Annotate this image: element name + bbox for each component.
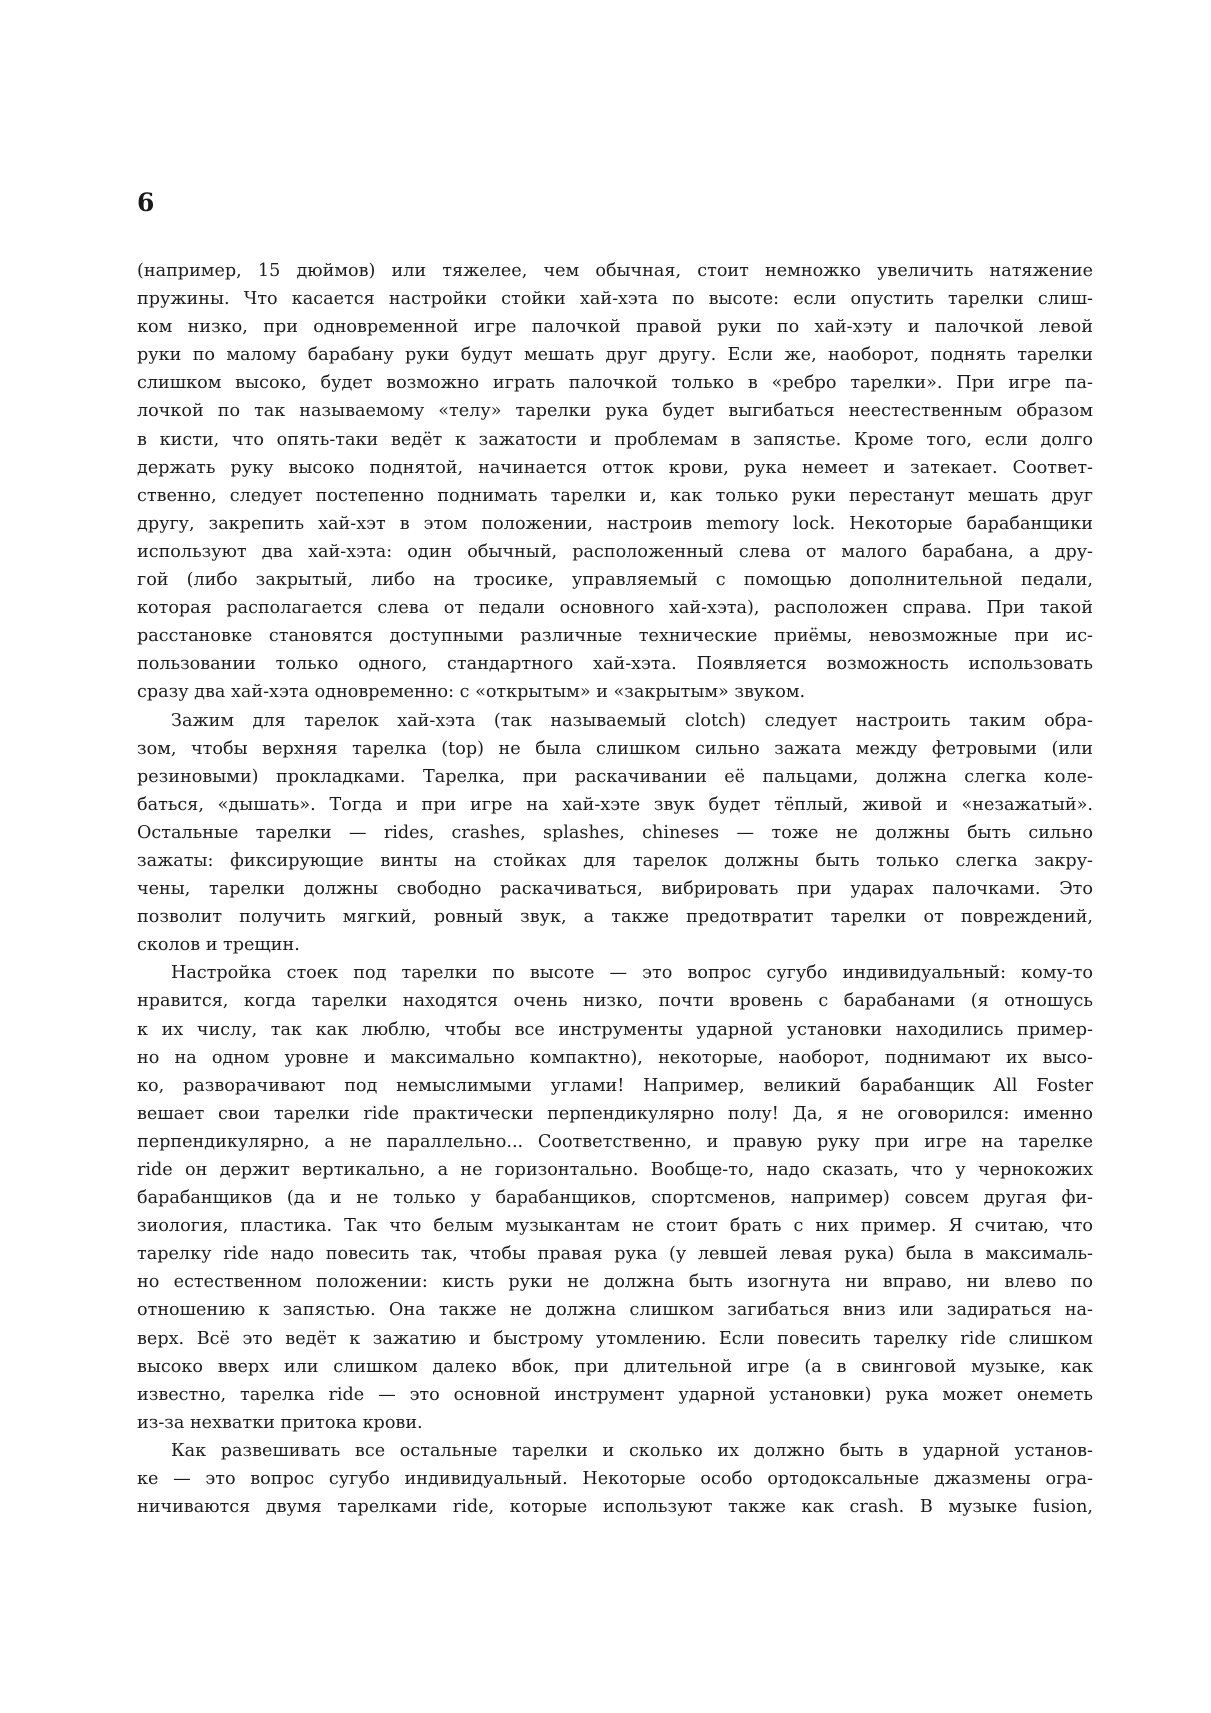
text-line: Остальные тарелки — rides, crashes, splashes, chineses — тоже не должны быть сильно [137,822,1093,843]
text-line: сразу два хай-хэта одновременно: с «открытым» и «закрытым» звуком. [137,682,806,703]
text-line: Настройка стоек под тарелки по высоте — это вопрос сугубо индивидуальный: кому-то [171,963,1093,984]
text-line: резиновыми) прокладками. Тарелка, при раскачивании её пальцами, должна слегка коле- [137,766,1093,787]
text-line: тарелку ride надо повесить так, чтобы правая рука (у левшей левая рука) была в максималь- [137,1244,1093,1265]
text-line: (например, 15 дюймов) или тяжелее, чем обычная, стоит немножко увеличить натяжение [137,261,1093,281]
text-line: которая располагается слева от педали основного хай-хэта), расположен справа. При такой [137,598,1093,619]
text-line: нравится, когда тарелки находятся очень низко, почти вровень с барабанами (я отношусь [137,991,1093,1012]
paragraph [137,707,1093,960]
body-text [137,257,1093,1521]
text-line: барабанщиков (да и не только у барабанщиков, спортсменов, например) совсем другая фи- [137,1188,1093,1209]
paragraph [137,959,1093,1437]
text-line: расстановке становятся доступными различные технические приёмы, невозможные при ис- [137,626,1093,647]
text-line: из-за нехватки притока крови. [137,1412,423,1433]
text-line: пользовании только одного, стандартного хай-хэта. Появляется возможность использовать [137,654,1093,675]
text-line: отношению к запястью. Она также не должна слишком загибаться вниз или задираться на- [137,1300,1093,1321]
text-line: ко, разворачивают под немыслимыми углами! Например, великий барабанщик All Foster [137,1075,1093,1096]
text-line: Зажим для тарелок хай-хэта (так называемый clotch) следует настроить таким обра- [171,710,1093,731]
text-line: ственно, следует постепенно поднимать тарелки и, как только руки перестанут мешать друг [137,485,1093,506]
text-line: Как развешивать все остальные тарелки и сколько их должно быть в ударной установ- [171,1440,1093,1461]
text-line: пружины. Что касается настройки стойки хай-хэта по высоте: если опустить тарелки слиш- [137,289,1093,310]
text-line: руки по малому барабану руки будут мешать друг другу. Если же, наоборот, поднять тарелки [137,345,1093,366]
text-line: зажаты: фиксирующие винты на стойках для тарелок должны быть только слегка закру- [137,850,1093,871]
text-line: вешает свои тарелки ride практически перпендикулярно полу! Да, я не оговорился: именно [137,1103,1093,1124]
text-line: но естественном положении: кисть руки не должна быть изогнута ни вправо, ни влево по [137,1272,1093,1293]
paragraph [137,257,1093,707]
text-line: перпендикулярно, а не параллельно... Соответственно, и правую руку при игре на тарелке [137,1131,1093,1152]
text-line: к их числу, так как люблю, чтобы все инструменты ударной установки находились пример- [137,1019,1093,1040]
text-line: зом, чтобы верхняя тарелка (top) не была слишком сильно зажата между фетровыми (или [137,738,1093,759]
text-line: но на одном уровне и максимально компактно), некоторые, наоборот, поднимают их высо- [137,1047,1093,1068]
text-line: используют два хай-хэта: один обычный, расположенный слева от малого барабана, а дру- [137,541,1093,562]
text-line: другу, закрепить хай-хэт в этом положении, настроив memory lock. Некоторые барабанщики [137,513,1093,534]
text-line: ничиваются двумя тарелками ride, которые используют также как crash. В музыке fusion, [137,1497,1093,1518]
text-line: слишком высоко, будет возможно играть палочкой только в «ребро тарелки». При игре па- [137,373,1093,394]
text-line: чены, тарелки должны свободно раскачиваться, вибрировать при ударах палочками. Это [137,879,1093,900]
text-line: ке — это вопрос сугубо индивидуальный. Некоторые особо ортодоксальные джазмены огра- [137,1469,1093,1490]
text-line: в кисти, что опять-таки ведёт к зажатости и проблемам в запястье. Кроме того, если долго [137,429,1093,450]
text-line: высоко вверх или слишком далеко вбок, при длительной игре (а в свинговой музыке, как [137,1356,1093,1377]
page-number: 6 [137,188,155,217]
text-line: позволит получить мягкий, ровный звук, а также предотвратит тарелки от повреждений, [137,907,1093,928]
paragraph [137,1437,1093,1521]
text-line: лочкой по так называемому «телу» тарелки рука будет выгибаться неестественным образом [137,401,1093,422]
text-line: верх. Всё это ведёт к зажатию и быстрому утомлению. Если повесить тарелку ride слишком [137,1328,1093,1349]
text-line: ком низко, при одновременной игре палочкой правой руки по хай-хэту и палочкой левой [137,317,1093,338]
text-line: ride он держит вертикально, а не горизонтально. Вообще-то, надо сказать, что у чернокожих [137,1160,1093,1180]
text-line: гой (либо закрытый, либо на тросике, управляемый с помощью дополнительной педали, [137,570,1093,591]
text-line: известно, тарелка ride — это основной инструмент ударной установки) рука может онеметь [137,1384,1093,1405]
text-line: сколов и трещин. [137,935,300,956]
text-line: баться, «дышать». Тогда и при игре на хай-хэте звук будет тёплый, живой и «незажатый». [137,794,1093,815]
text-line: зиология, пластика. Так что белым музыкантам не стоит брать с них пример. Я считаю, что [137,1216,1093,1237]
text-line: держать руку высоко поднятой, начинается отток крови, рука немеет и затекает. Соответ- [137,457,1093,478]
